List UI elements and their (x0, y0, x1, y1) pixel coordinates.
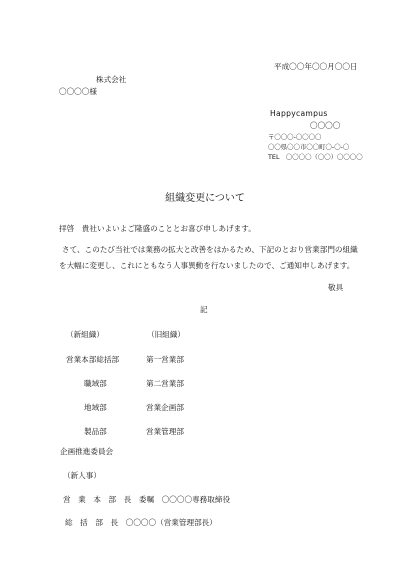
sender-person: 〇〇〇〇 (310, 121, 341, 130)
sender-company: Happycampus (270, 109, 328, 118)
body-line-2: を大幅に変更し、これにともなう人事異動を行ないましたので、ご通知申しあげます。 (59, 261, 355, 270)
personnel-line-1: 営 業 本 部 長 委嘱 〇〇〇〇専務取締役 (63, 495, 231, 504)
document-title: 組織変更について (165, 193, 245, 204)
personnel-line-2: 総 括 部 長 〇〇〇〇（営業管理部長） (65, 518, 217, 527)
sender-postal: 〒〇〇〇-〇〇〇〇 (268, 133, 322, 141)
new-org-cell: 製品部 (84, 427, 107, 436)
closing-keigu: 敬具 (328, 283, 344, 292)
recipient-name: 〇〇〇〇様 (59, 87, 97, 96)
ki-heading: 記 (200, 305, 208, 314)
sender-address: 〇〇県〇〇市〇〇町〇-〇-〇 (268, 143, 350, 151)
old-org-cell: 第二営業部 (146, 379, 184, 388)
document-date: 平成〇〇年〇〇月〇〇日 (274, 62, 358, 71)
personnel-header: （新人事） (63, 471, 101, 480)
sender-tel: TEL 〇〇〇〇（〇〇）〇〇〇〇 (268, 153, 363, 161)
header-old-org: （旧組織） (147, 330, 185, 339)
new-org-cell: 地域部 (84, 403, 107, 412)
body-line-1: さて、このたび当社では業務の拡大と改善をはかるため、下記のとおり営業部門の組織 (62, 245, 358, 254)
old-org-cell: 営業管理部 (146, 427, 184, 436)
committee-label: 企画推進委員会 (60, 447, 114, 456)
greeting-line: 拝啓 貴社いよいよご隆盛のこととお喜び申しあげます。 (59, 224, 256, 233)
recipient-company: 株式会社 (96, 75, 127, 84)
new-org-cell: 職域部 (84, 379, 107, 388)
header-new-org: （新組織） (66, 330, 104, 339)
new-org-cell: 営業本部総括部 (66, 355, 120, 364)
old-org-cell: 第一営業部 (146, 355, 184, 364)
old-org-cell: 営業企画部 (146, 403, 184, 412)
